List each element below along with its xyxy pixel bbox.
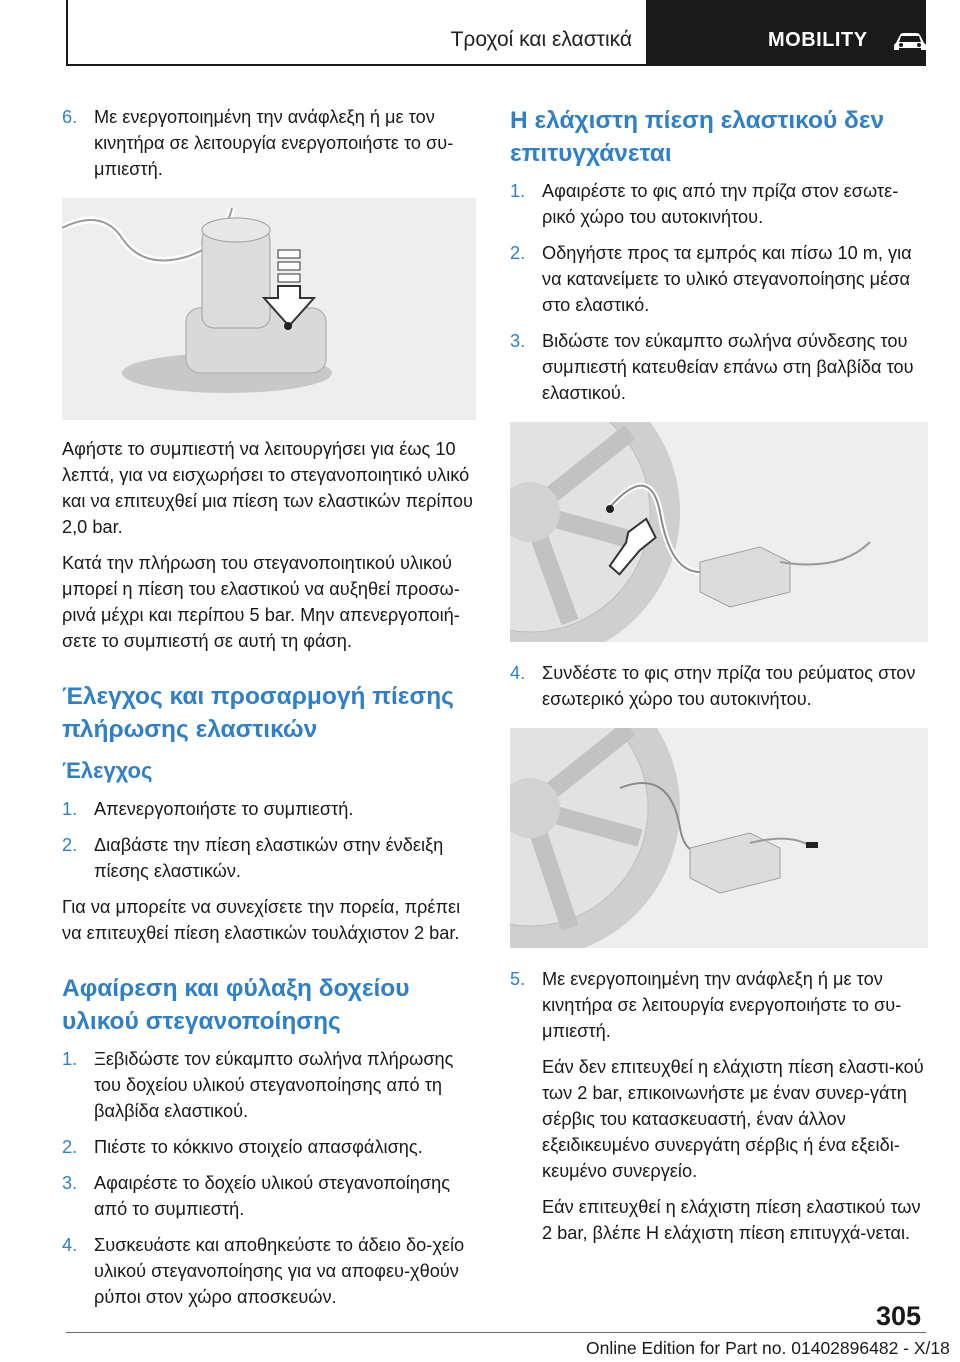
footer-edition: Online Edition for Part no. 01402896482 - X/18 <box>586 1338 950 1358</box>
step-number: 3. <box>510 331 526 351</box>
step-6 <box>62 104 476 182</box>
hose-valve-figure <box>510 422 928 642</box>
step-text: Αφαιρέστε το δοχείο υλικού στεγανοποίησης από το συμπιεστή. <box>94 1173 451 1219</box>
step-5-note-reached: Εάν επιτευχθεί η ελάχιστη πίεση ελαστικού των 2 bar, βλέπε Η ελάχιστη πίεση επιτυγχά-νεται. <box>542 1197 921 1243</box>
remove-step-4 <box>62 1232 476 1310</box>
fix-step-1 <box>510 178 928 230</box>
step-number: 2. <box>62 835 78 855</box>
step-text: Διαβάστε την πίεση ελαστικών στην ένδειξη πίεσης ελαστικών. <box>94 835 444 881</box>
right-column <box>510 104 928 1256</box>
step-number: 1. <box>510 181 526 201</box>
step-number: 4. <box>62 1235 78 1255</box>
step-text: Με ενεργοποιημένη την ανάφλεξη ή με τον κινητήρα σε λειτουργία ενεργοποιήστε το συ-μπιεστή. <box>542 969 902 1041</box>
step-text: Βιδώστε τον εύκαμπτο σωλήνα σύνδεσης του συμπιεστή κατευθείαν επάνω στη βαλβίδα του ελαστικού. <box>542 331 914 403</box>
fix-step-4 <box>510 660 928 712</box>
category-tab[interactable] <box>648 0 926 66</box>
step-text: Αφαιρέστε το φις από την πρίζα στον εσωτε-ρικό χώρο του αυτοκινήτου. <box>542 181 899 227</box>
remove-step-3 <box>62 1170 476 1222</box>
compressor-figure <box>62 198 476 420</box>
heading-min-pressure-not-reached: Η ελάχιστη πίεση ελαστικού δεν επιτυγχάνεται <box>510 107 885 167</box>
compressor-plug-illustration <box>510 728 928 948</box>
step-number: 6. <box>62 107 78 127</box>
compressor-illustration <box>62 198 476 420</box>
fix-step-2 <box>510 240 928 318</box>
remove-step-1 <box>62 1046 476 1124</box>
step-text: Ξεβιδώστε τον εύκαμπτο σωλήνα πλήρωσης του δοχείου υλικού στεγανοποίησης από τη βαλβίδα ελαστικού. <box>94 1049 454 1121</box>
step-number: 2. <box>62 1137 78 1157</box>
step-text: Με ενεργοποιημένη την ανάφλεξη ή με τον κινητήρα σε λειτουργία ενεργοποιήστε το συ-μπιεστή. <box>94 107 454 179</box>
step-text: Πιέστε το κόκκινο στοιχείο απασφάλισης. <box>94 1137 423 1157</box>
step-text: Απενεργοποιήστε το συμπιεστή. <box>94 799 354 819</box>
step-number: 2. <box>510 243 526 263</box>
section-title: Τροχοί και ελαστικά <box>450 28 632 51</box>
compressor-plug-figure <box>510 728 928 948</box>
step-5-note-not-reached: Εάν δεν επιτευχθεί η ελάχιστη πίεση ελαστι-κού των 2 bar, επικοινωνήστε με έναν συνερ-γάτη σέρβις του κατασκευαστή, έναν άλλον εξειδικευμένο συνεργάτη σέρβις ή ένα εξειδι-κευμένο συνεργείο. <box>542 1057 924 1181</box>
heading-check-adjust: Έλεγχος και προσαρμογή πίεσης πλήρωσης ελαστικών <box>62 683 454 743</box>
step-number: 1. <box>62 799 78 819</box>
subheading-check: Έλεγχος <box>62 758 153 783</box>
step-number: 1. <box>62 1049 78 1069</box>
heading-remove-store: Αφαίρεση και φύλαξη δοχείου υλικού στεγανοποίησης <box>62 975 410 1035</box>
check-step-1 <box>62 796 476 822</box>
fix-step-5 <box>510 966 928 1246</box>
footer-divider <box>66 1332 926 1333</box>
remove-step-2 <box>62 1134 476 1160</box>
step-text: Οδηγήστε προς τα εμπρός και πίσω 10 m, για να κατανείμετε το υλικό στεγανοποίησης μέσα στο ελαστικό. <box>542 243 912 315</box>
paragraph-compressor-run: Αφήστε το συμπιεστή να λειτουργήσει για έως 10 λεπτά, για να εισχωρήσει το στεγανοποιητικό υλικό και να επιτευχθεί μια πίεση των ελαστικών περίπου 2,0 bar. <box>62 439 473 537</box>
car-icon <box>892 31 928 53</box>
section-title-box <box>66 0 648 66</box>
step-number: 5. <box>510 969 526 989</box>
left-column <box>62 104 476 1320</box>
category-label: MOBILITY <box>768 29 868 51</box>
step-text: Συνδέστε το φις στην πρίζα του ρεύματος στον εσωτερικό χώρο του αυτοκινήτου. <box>542 663 916 709</box>
paragraph-min-pressure: Για να μπορείτε να συνεχίσετε την πορεία, πρέπει να επιτευχθεί πίεση ελαστικών τουλάχιστον 2 bar. <box>62 897 461 943</box>
step-number: 4. <box>510 663 526 683</box>
page-header <box>66 0 926 68</box>
paragraph-pressure-warning: Κατά την πλήρωση του στεγανοποιητικού υλικού μπορεί η πίεση του ελαστικού να αυξηθεί προσω-ρινά μέχρι και περίπου 5 bar. Μην απενεργοποιή-σετε το συμπιεστή σε αυτή τη φάση. <box>62 553 460 651</box>
step-number: 3. <box>62 1173 78 1193</box>
step-text: Συσκευάστε και αποθηκεύστε το άδειο δο-χείο υλικού στεγανοποίησης για να αποφευ-χθούν ρύποι στον χώρο αποσκευών. <box>94 1235 465 1307</box>
check-step-2 <box>62 832 476 884</box>
fix-step-3 <box>510 328 928 406</box>
page-number: 305 <box>876 1301 922 1331</box>
hose-to-valve-illustration <box>510 422 928 642</box>
